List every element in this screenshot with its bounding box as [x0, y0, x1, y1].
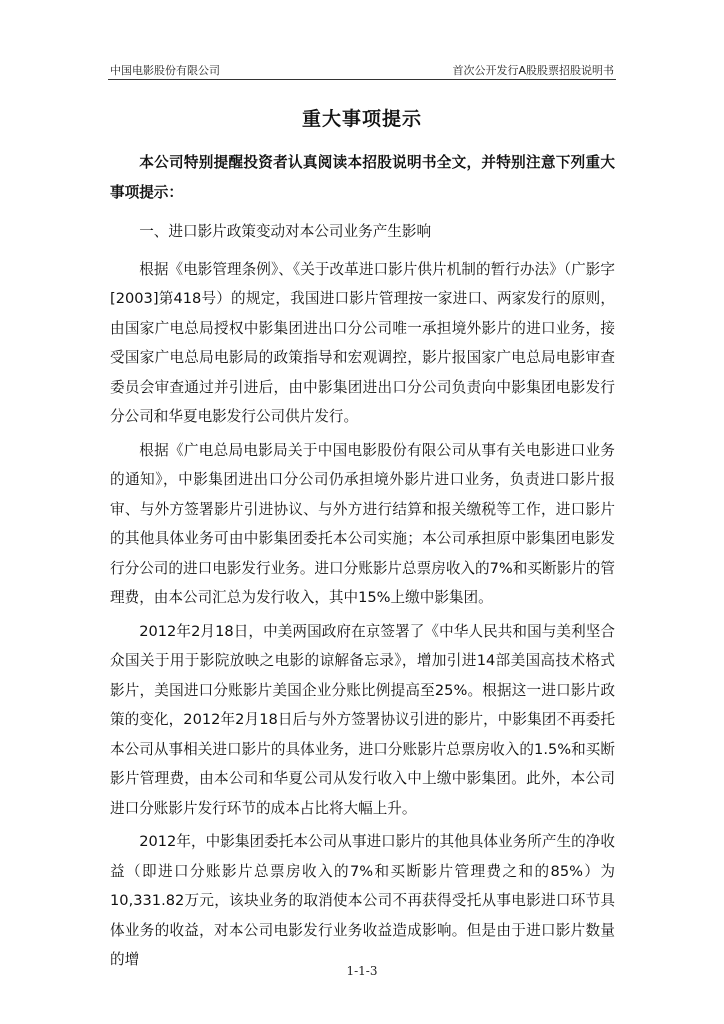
section-heading: 一、进口影片政策变动对本公司业务产生影响	[139, 223, 432, 240]
body-paragraph: 根据《电影管理条例》、《关于改革进口影片供片机制的暂行办法》（广影字[2003]第418号）的规定，我国进口影片管理按一家进口、两家发行的原则，由国家广电总局授权中影集团进出口分公司唯一承担境外影片的进口业务，接受国家广电总局电影局的政策指导和宏观调控，影片报国家广电总局电影审查委员会审查通过并引进后，由中影集团进出口分公司负责向中影集团电影发行分公司和华夏电影发行公司供片发行。	[110, 260, 615, 425]
page-title: 重大事项提示	[301, 108, 422, 130]
header-company-name: 中国电影股份有限公司	[110, 64, 220, 77]
header-document-name: 首次公开发行A股股票招股说明书	[452, 64, 614, 77]
page-header	[110, 56, 614, 78]
body-paragraph: 根据《广电总局电影局关于中国电影股份有限公司从事有关电影进口业务的通知》，中影集团进出口分公司仍承担境外影片进口业务，负责进口影片报审、与外方签署影片引进协议、与外方进行结算和报关缴税等工作，进口影片的其他具体业务可由中影集团委托本公司实施；本公司承担原中影集团电影发行分公司的进口电影发行业务。进口分账影片总票房收入的7%和买断影片的管理费，由本公司汇总为发行收入，其中15%上缴中影集团。	[110, 441, 615, 606]
header-divider	[108, 79, 616, 80]
body-paragraph: 2012年，中影集团委托本公司从事进口影片的其他具体业务所产生的净收益（即进口分账影片总票房收入的7%和买断影片管理费之和的85%）为10,331.82万元，该块业务的取消使本公司不再获得受托从事电影进口环节具体业务的收益，对本公司电影发行业务收益造成影响。但是由于进口影片数量的增	[110, 833, 615, 968]
page-number: 1-1-3	[346, 964, 378, 978]
document-body	[110, 148, 615, 979]
notice-paragraph: 本公司特别提醒投资者认真阅读本招股说明书全文，并特别注意下列重大事项提示：	[110, 154, 615, 201]
body-paragraph: 2012年2月18日，中美两国政府在京签署了《中华人民共和国与美利坚合众国关于用于影院放映之电影的谅解备忘录》，增加引进14部美国高技术格式影片，美国进口分账影片美国企业分账比例提高至25%。根据这一进口影片政策的变化，2012年2月18日后与外方签署协议引进的影片，中影集团不再委托本公司从事相关进口影片的具体业务，进口分账影片总票房收入的1.5%和买断影片管理费，由本公司和华夏公司从发行收入中上缴中影集团。此外，本公司进口分账影片发行环节的成本占比将大幅上升。	[110, 622, 615, 817]
